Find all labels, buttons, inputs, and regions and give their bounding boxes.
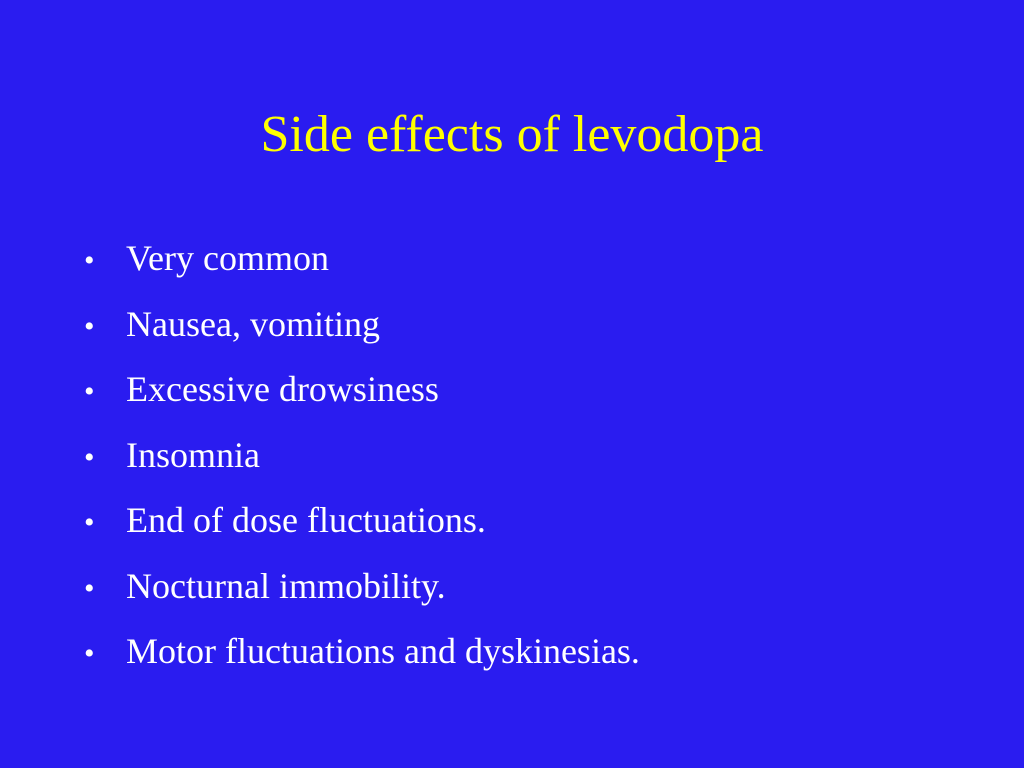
bullet-icon: • [84,375,95,408]
list-item [84,298,640,364]
bullet-text: Very common [126,238,329,278]
bullet-list [84,232,640,691]
bullet-icon: • [84,571,95,605]
bullet-icon: • [84,244,95,277]
bullet-text: Nocturnal immobility. [126,565,446,606]
bullet-text: Nausea, vomiting [126,303,380,344]
bullet-text: End of dose fluctuations. [126,500,486,540]
bullet-text: Insomnia [126,434,260,475]
list-item [84,363,640,429]
list-item [84,494,640,560]
bullet-text: Excessive drowsiness [126,369,439,409]
list-item [84,232,640,298]
list-item [84,560,640,626]
bullet-icon: • [84,506,95,539]
bullet-icon: • [84,440,95,474]
bullet-icon: • [84,637,95,670]
slide-title: Side effects of levodopa [260,106,764,163]
bullet-text: Motor fluctuations and dyskinesias. [126,631,640,671]
bullet-icon: • [84,309,95,343]
list-item [84,625,640,691]
list-item [84,429,640,495]
